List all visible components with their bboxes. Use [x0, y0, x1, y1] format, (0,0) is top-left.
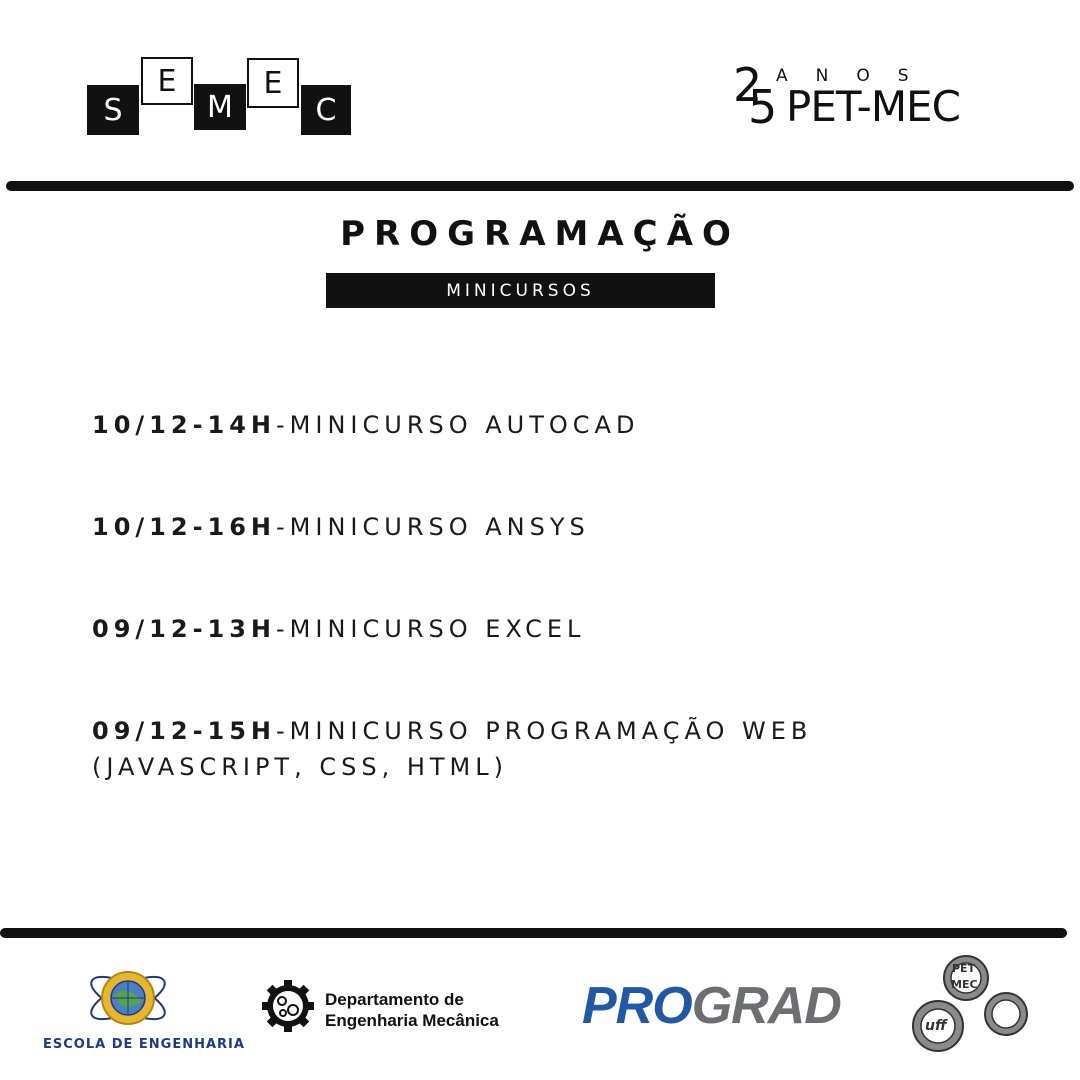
gear-emblem-icon [261, 979, 315, 1033]
semec-letter-e1: E [141, 57, 193, 105]
schedule-item [92, 509, 992, 545]
schedule-description: -MINICURSO PROGRAMAÇÃO WEB (JAVASCRIPT, CSS, HTML) [92, 717, 813, 781]
schedule-description: -MINICURSO AUTOCAD [276, 411, 640, 439]
bottom-divider [0, 928, 1067, 938]
globe-emblem-icon [86, 962, 170, 1034]
escola-label: ESCOLA DE ENGENHARIA [43, 1037, 245, 1052]
schedule-description: -MINICURSO EXCEL [276, 615, 586, 643]
semec-letter-s: S [87, 85, 139, 135]
gear-label-mec: MEC [951, 978, 978, 991]
schedule-item [92, 611, 992, 647]
semec-letter-c: C [301, 85, 351, 135]
pet-number-5: 5 [748, 80, 778, 134]
schedule-item [92, 713, 922, 785]
page-title: PROGRAMAÇÃO [340, 214, 740, 254]
prograd-logo [582, 976, 841, 1036]
gear-label-uff: uff [925, 1018, 947, 1034]
prograd-grad: GRAD [691, 977, 841, 1035]
semec-letter-e2: E [247, 58, 299, 108]
schedule-item [92, 407, 992, 443]
schedule-date-time: 09/12-15H [92, 717, 277, 745]
schedule-description: -MINICURSO ANSYS [276, 513, 590, 541]
schedule-date-time: 10/12-14H [92, 411, 277, 439]
pet-anos-label: ANOS [776, 66, 937, 86]
dept-name-line2: Engenharia Mecânica [325, 1011, 499, 1030]
dept-name [325, 989, 499, 1031]
dept-name-line1: Departamento de [325, 990, 464, 1009]
prograd-pro: PRO [582, 977, 692, 1035]
gear-label-pet: PET [952, 962, 976, 975]
schedule-date-time: 09/12-13H [92, 615, 277, 643]
semec-letter-m: M [194, 84, 246, 130]
pet-name-label: PET-MEC [786, 82, 960, 131]
schedule-date-time: 10/12-16H [92, 513, 277, 541]
pet-number-2: 2 [733, 58, 763, 112]
section-badge: MINICURSOS [326, 273, 715, 308]
top-divider [6, 181, 1074, 191]
